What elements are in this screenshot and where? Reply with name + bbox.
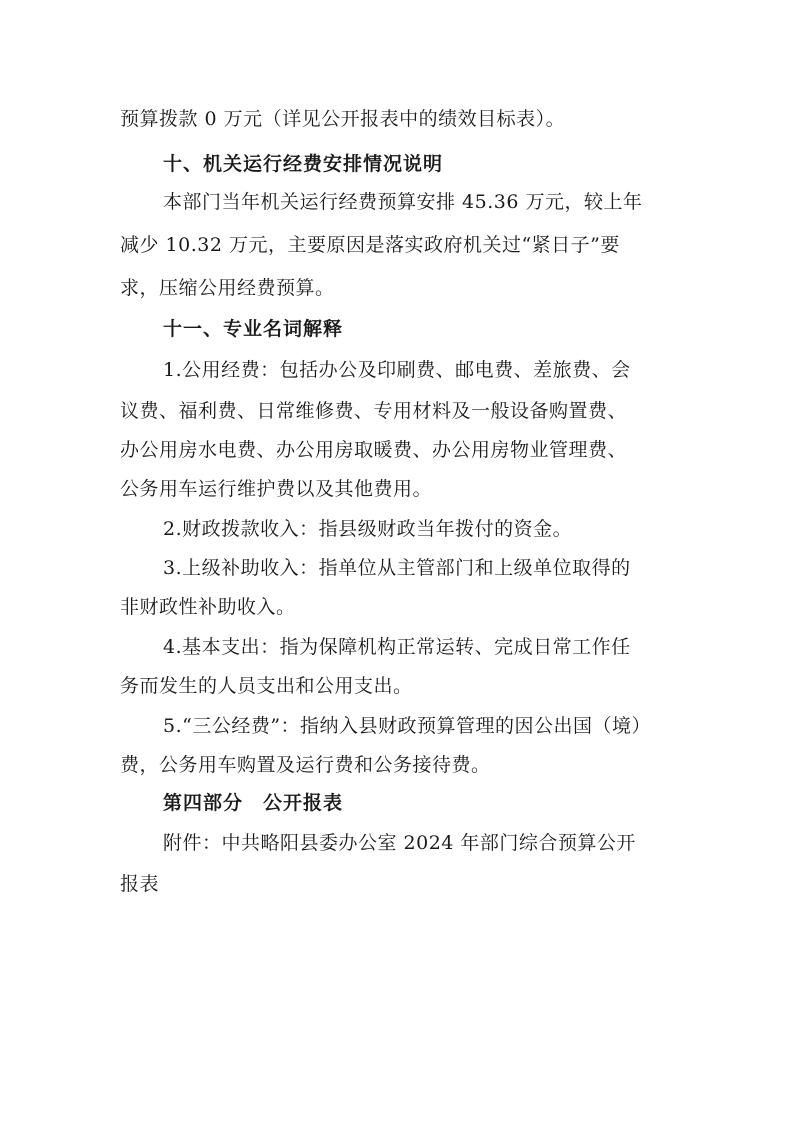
term-4-line-2: 务而发生的人员支出和公用支出。 [120, 675, 413, 697]
section-heading-10: 十、机关运行经费安排情况说明 [163, 153, 444, 175]
attachment-line-2: 报表 [120, 873, 160, 895]
term-3-line-2: 非财政性补助收入。 [120, 596, 296, 618]
term-1-line-2: 议费、福利费、日常维修费、专用材料及一般设备购置费、 [120, 400, 628, 422]
term-2-line-1: 2.财政拨款收入：指县级财政当年拨付的资金。 [163, 518, 573, 540]
part-4-heading: 第四部分 公开报表 [163, 792, 344, 814]
term-1-line-1: 1.公用经费：包括办公及印刷费、邮电费、差旅费、会 [163, 359, 631, 381]
term-4-line-1: 4.基本支出：指为保障机构正常运转、完成日常工作任 [163, 636, 631, 658]
term-1-line-4: 公务用车运行维护费以及其他费用。 [120, 478, 433, 500]
term-5-line-2: 费，公务用车购置及运行费和公务接待费。 [120, 754, 491, 776]
section-heading-11: 十一、专业名词解释 [163, 318, 344, 340]
paragraph-operating-expense-line-2: 减少 10.32 万元，主要原因是落实政府机关过“紧日子”要 [120, 234, 620, 256]
term-3-line-1: 3.上级补助收入：指单位从主管部门和上级单位取得的 [163, 557, 631, 579]
term-5-line-1: 5.“三公经费”：指纳入县财政预算管理的因公出国（境） [163, 715, 652, 737]
paragraph-performance-tail: 预算拨款 0 万元（详见公开报表中的绩效目标表）。 [120, 108, 566, 130]
term-1-line-3: 办公用房水电费、办公用房取暖费、办公用房物业管理费、 [120, 439, 628, 461]
paragraph-operating-expense-line-1: 本部门当年机关运行经费预算安排 45.36 万元，较上年 [163, 191, 643, 213]
attachment-line-1: 附件：中共略阳县委办公室 2024 年部门综合预算公开 [163, 832, 636, 854]
paragraph-operating-expense-line-3: 求，压缩公用经费预算。 [120, 277, 335, 299]
